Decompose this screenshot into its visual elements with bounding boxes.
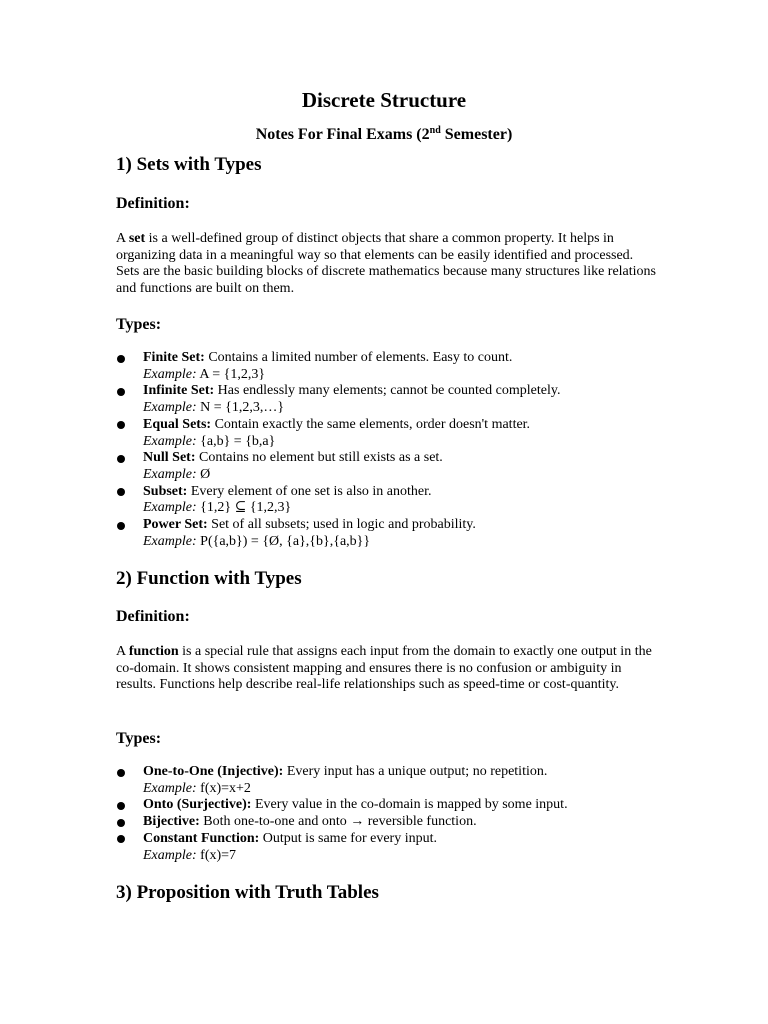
type-desc: Output is same for every input. bbox=[259, 830, 437, 846]
section-heading-sets: 1) Sets with Types bbox=[116, 154, 262, 175]
document-subtitle bbox=[0, 126, 768, 144]
example-value: A = {1,2,3} bbox=[196, 366, 266, 382]
list-item bbox=[116, 417, 676, 450]
definition-term: function bbox=[128, 644, 179, 659]
type-name: Infinite Set: bbox=[143, 383, 215, 399]
type-desc: Every element of one set is also in another. bbox=[187, 483, 432, 499]
example-value: {1,2} ⊆ {1,2,3} bbox=[196, 500, 292, 516]
type-name: Bijective: bbox=[143, 814, 200, 830]
types-heading-functions: Types: bbox=[116, 730, 162, 747]
document-title: Discrete Structure bbox=[301, 88, 467, 112]
example-label: Example: bbox=[143, 500, 197, 516]
bullet-icon bbox=[117, 388, 125, 396]
example-value: P({a,b}) = {Ø, {a},{b},{a,b}} bbox=[196, 533, 371, 549]
definition-body: is a special rule that assigns each input from the domain to exactly one output in the co-domain. It shows consistent mapping and ensures there is no confusion or ambiguity in results. Functions help describe real-life relationships such as speed-time or cost-quantity. bbox=[116, 644, 652, 693]
type-example bbox=[143, 467, 676, 484]
definition-heading-functions: Definition: bbox=[116, 608, 190, 625]
list-item bbox=[116, 383, 676, 416]
type-name: Null Set: bbox=[143, 450, 196, 466]
type-example bbox=[143, 534, 676, 551]
bullet-icon bbox=[117, 802, 125, 810]
definition-text-sets bbox=[116, 231, 656, 298]
example-label: Example: bbox=[143, 400, 197, 416]
type-name: Subset: bbox=[143, 483, 188, 499]
list-item bbox=[116, 484, 676, 517]
example-label: Example: bbox=[143, 433, 197, 449]
section-heading-propositions: 3) Proposition with Truth Tables bbox=[116, 882, 379, 903]
type-name: Onto (Surjective): bbox=[143, 797, 252, 813]
example-label: Example: bbox=[143, 533, 197, 549]
type-desc: Contain exactly the same elements, order doesn't matter. bbox=[211, 416, 531, 432]
type-example bbox=[143, 848, 676, 865]
type-example bbox=[143, 781, 676, 798]
type-name: Power Set: bbox=[143, 517, 208, 533]
subtitle-superscript: nd bbox=[429, 125, 441, 136]
types-heading-sets: Types: bbox=[116, 316, 162, 333]
list-item bbox=[116, 797, 676, 814]
definition-heading-sets: Definition: bbox=[116, 195, 190, 212]
definition-lead: A bbox=[116, 231, 129, 246]
definition-text-functions bbox=[116, 644, 656, 694]
type-name: Constant Function: bbox=[143, 830, 260, 846]
type-name: One-to-One (Injective): bbox=[143, 764, 284, 779]
example-label: Example: bbox=[143, 847, 197, 863]
example-value: {a,b} = {b,a} bbox=[196, 433, 276, 449]
example-label: Example: bbox=[143, 366, 197, 382]
type-desc: Has endlessly many elements; cannot be counted completely. bbox=[214, 383, 561, 399]
example-value: f(x)=7 bbox=[196, 847, 237, 863]
type-example bbox=[143, 500, 676, 517]
type-name: Finite Set: bbox=[143, 350, 205, 365]
type-desc: Every input has a unique output; no repetition. bbox=[283, 764, 548, 779]
example-label: Example: bbox=[143, 466, 197, 482]
type-example bbox=[143, 434, 676, 451]
subtitle-suffix: Semester) bbox=[440, 126, 513, 143]
list-item bbox=[116, 350, 676, 383]
definition-lead: A bbox=[116, 644, 129, 659]
type-desc: Both one-to-one and onto → reversible function. bbox=[199, 814, 477, 830]
types-list-sets bbox=[116, 350, 676, 550]
bullet-icon bbox=[117, 421, 125, 429]
bullet-icon bbox=[117, 522, 125, 530]
list-item bbox=[116, 764, 676, 797]
bullet-icon bbox=[117, 769, 125, 777]
example-value: N = {1,2,3,…} bbox=[196, 400, 285, 416]
definition-term: set bbox=[128, 231, 146, 246]
type-example bbox=[143, 367, 676, 384]
types-list-functions bbox=[116, 764, 676, 864]
subtitle-prefix: Notes For Final Exams (2 bbox=[255, 126, 430, 143]
bullet-icon bbox=[117, 455, 125, 463]
example-value: f(x)=x+2 bbox=[196, 780, 251, 796]
type-desc: Contains a limited number of elements. Easy to count. bbox=[204, 350, 513, 365]
bullet-icon bbox=[117, 355, 125, 363]
section-heading-functions: 2) Function with Types bbox=[116, 568, 302, 589]
example-label: Example: bbox=[143, 780, 197, 796]
type-desc: Set of all subsets; used in logic and probability. bbox=[207, 517, 476, 533]
definition-body: is a well-defined group of distinct objects that share a common property. It helps in organizing data in a meaningful way so that elements can be easily identified and processed. Sets are the basic building blocks of discrete mathematics because many structures like relations and functions are built on them. bbox=[116, 231, 656, 297]
list-item bbox=[116, 814, 676, 831]
type-example bbox=[143, 400, 676, 417]
list-item bbox=[116, 831, 676, 864]
list-item bbox=[116, 450, 676, 483]
type-desc: Contains no element but still exists as a set. bbox=[195, 450, 443, 466]
type-name: Equal Sets: bbox=[143, 416, 212, 432]
bullet-icon bbox=[117, 835, 125, 843]
example-value: Ø bbox=[196, 466, 211, 482]
bullet-icon bbox=[117, 488, 125, 496]
type-desc: Every value in the co-domain is mapped by some input. bbox=[251, 797, 568, 813]
list-item bbox=[116, 517, 676, 550]
bullet-icon bbox=[117, 819, 125, 827]
